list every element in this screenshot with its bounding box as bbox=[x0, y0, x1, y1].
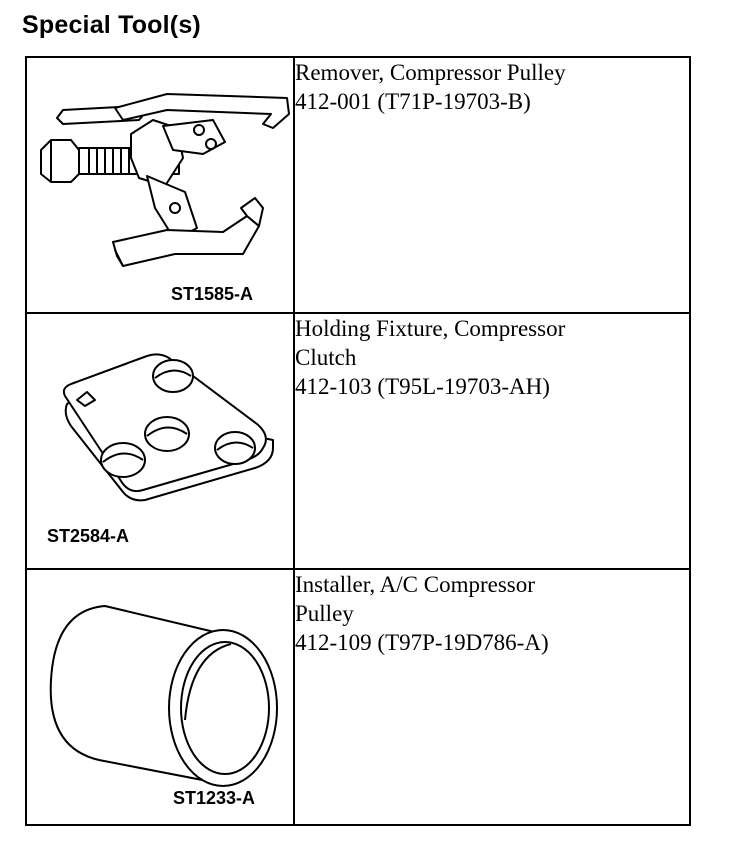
puller-icon bbox=[27, 58, 293, 314]
tool-name-continued: Pulley bbox=[295, 601, 354, 626]
tool-illustration-cell bbox=[26, 57, 294, 313]
tool-name-continued: Clutch bbox=[295, 345, 357, 370]
tool-number: 412-001 (T71P-19703-B) bbox=[295, 89, 531, 114]
tool-number: 412-109 (T97P-19D786-A) bbox=[295, 630, 549, 655]
tool-code: ST1585-A bbox=[171, 284, 254, 304]
tool-row bbox=[26, 569, 690, 825]
tool-illustration-cell bbox=[26, 313, 294, 569]
tool-code: ST1233-A bbox=[173, 788, 256, 808]
tool-illustration-cell bbox=[26, 569, 294, 825]
tool-description bbox=[294, 313, 690, 569]
tool-row bbox=[26, 313, 690, 569]
tool-name: Installer, A/C Compressor bbox=[295, 572, 535, 597]
tool-name: Holding Fixture, Compressor bbox=[295, 316, 566, 341]
tool-description bbox=[294, 569, 690, 825]
page-title: Special Tool(s) bbox=[22, 11, 201, 39]
tool-code: ST2584-A bbox=[47, 526, 130, 546]
tool-row bbox=[26, 57, 690, 313]
special-tools-table bbox=[25, 56, 691, 826]
tool-name: Remover, Compressor Pulley bbox=[295, 60, 566, 85]
tool-number: 412-103 (T95L-19703-AH) bbox=[295, 374, 550, 399]
tool-description bbox=[294, 57, 690, 313]
